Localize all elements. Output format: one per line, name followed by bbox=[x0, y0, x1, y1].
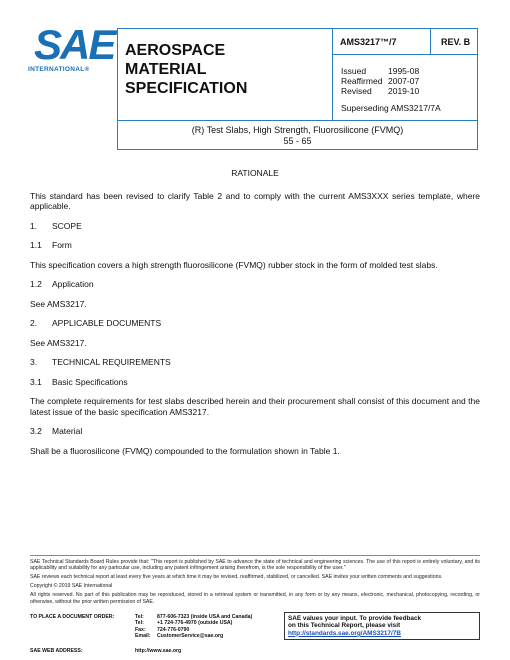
rationale-heading: RATIONALE bbox=[231, 168, 279, 178]
logo-mark: SAE bbox=[34, 21, 115, 68]
title-line-2: MATERIAL SPECIFICATION bbox=[125, 61, 248, 97]
section-title: SCOPE bbox=[52, 220, 82, 231]
section-3-1-heading bbox=[30, 377, 480, 388]
section-3-heading bbox=[30, 357, 480, 368]
section-title: Material bbox=[52, 426, 83, 436]
legal-footer bbox=[30, 555, 480, 607]
document-number: AMS3217™/7 bbox=[333, 28, 431, 55]
web-link[interactable]: http://www.sae.org bbox=[135, 648, 182, 654]
fax-value: 724-776-0790 bbox=[157, 626, 190, 633]
section-title: Application bbox=[52, 279, 94, 289]
order-contact-block bbox=[30, 614, 280, 639]
subtitle-line-1: (R) Test Slabs, High Strength, Fluorosilicone (FVMQ) bbox=[191, 125, 404, 135]
section-number: 2. bbox=[30, 318, 38, 328]
section-number: 3. bbox=[30, 357, 38, 367]
section-title: Form bbox=[52, 240, 72, 250]
section-2-heading bbox=[30, 318, 480, 329]
fax-label: Fax: bbox=[135, 626, 146, 633]
header-title bbox=[117, 28, 333, 121]
section-3-1-text: The complete requirements for test slabs described herein and their procurement shall consist of this document and the latest issue of the basic specification AMS3217. bbox=[30, 396, 480, 417]
tel-value: 877-606-7323 (inside USA and Canada) bbox=[157, 614, 253, 620]
document-subtitle bbox=[117, 121, 478, 150]
logo-subtitle: INTERNATIONAL® bbox=[28, 66, 90, 73]
section-number: 1. bbox=[30, 220, 38, 231]
issued-date: 1995-08 bbox=[388, 66, 420, 76]
order-label: TO PLACE A DOCUMENT ORDER: bbox=[30, 614, 115, 620]
section-title: TECHNICAL REQUIREMENTS bbox=[52, 357, 171, 367]
revision-label: REV. B bbox=[431, 28, 478, 55]
section-1-2-text: See AMS3217. bbox=[30, 298, 87, 309]
section-2-text: See AMS3217. bbox=[30, 337, 87, 348]
section-1-2-heading bbox=[30, 279, 480, 290]
revised-date: 2019-10 bbox=[388, 86, 420, 96]
title-line-1: AEROSPACE bbox=[125, 42, 226, 59]
footer-copyright: Copyright © 2019 SAE International bbox=[30, 583, 113, 590]
section-number: 3.1 bbox=[30, 376, 42, 387]
web-label: SAE WEB ADDRESS: bbox=[30, 648, 83, 654]
section-number: 1.2 bbox=[30, 279, 42, 289]
email-label: Email: bbox=[135, 632, 151, 639]
footer-review-text: SAE reviews each technical report at least every five years at which time it may be revised, reaffirmed, stabilized, or cancelled. SAE invites your written comments and suggestions. bbox=[30, 574, 443, 581]
section-title: Basic Specifications bbox=[52, 376, 128, 387]
document-body bbox=[30, 168, 480, 465]
feedback-box bbox=[284, 612, 480, 640]
reaffirmed-date: 2007-07 bbox=[388, 76, 420, 86]
footer-rules-text: SAE Technical Standards Board Rules provide that: "This report is published by SAE to advance the state of technical and engineering sciences. The use of this report is entirely voluntary, and its applicability and suitability for any particular use, including any patent infringement arising therefrom, is the sole responsibility of the user." bbox=[30, 559, 480, 572]
subtitle-line-2: 55 - 65 bbox=[283, 135, 312, 146]
section-3-2-text: Shall be a fluorosilicone (FVMQ) compounded to the formulation shown in Table 1. bbox=[30, 445, 340, 456]
section-title: APPLICABLE DOCUMENTS bbox=[52, 318, 162, 328]
email-value[interactable]: CustomerService@sae.org bbox=[157, 632, 224, 639]
tel-label: Tel: bbox=[135, 614, 144, 620]
section-3-2-heading bbox=[30, 426, 480, 437]
web-address-row bbox=[30, 648, 280, 654]
feedback-line-2: on this Technical Report, please visit bbox=[288, 622, 401, 630]
footer-rights-text: All rights reserved. No part of this publication may be reproduced, stored in a retrieval system or transmitted, in any form or by any means, electronic, mechanical, photocopying, recording, or otherwise, without the prior written permission of SAE. bbox=[30, 592, 480, 605]
feedback-line-1: SAE values your input. To provide feedback bbox=[288, 615, 422, 622]
superseding-note: Superseding AMS3217/7A bbox=[341, 103, 441, 113]
section-1-1-text: This specification covers a high strength fluorosilicone (FVMQ) rubber stock in the form of molded test slabs. bbox=[30, 259, 438, 270]
sae-logo bbox=[28, 21, 115, 76]
tel2-label: Tel: bbox=[135, 620, 144, 627]
section-1-heading bbox=[30, 221, 480, 232]
reaffirmed-label: Reaffirmed bbox=[341, 76, 383, 86]
revised-label: Revised bbox=[341, 86, 372, 96]
issued-label: Issued bbox=[341, 66, 367, 76]
rationale-text: This standard has been revised to clarify Table 2 and to comply with the current AMS3XXX series template, where applicable. bbox=[30, 190, 480, 211]
feedback-link[interactable]: http://standards.sae.org/AMS3217/7B bbox=[288, 629, 401, 637]
section-number: 1.1 bbox=[30, 240, 42, 250]
section-number: 3.2 bbox=[30, 426, 42, 436]
section-1-1-heading bbox=[30, 240, 480, 251]
date-block bbox=[341, 66, 419, 96]
tel2-value: +1 724-776-4970 (outside USA) bbox=[157, 620, 233, 627]
